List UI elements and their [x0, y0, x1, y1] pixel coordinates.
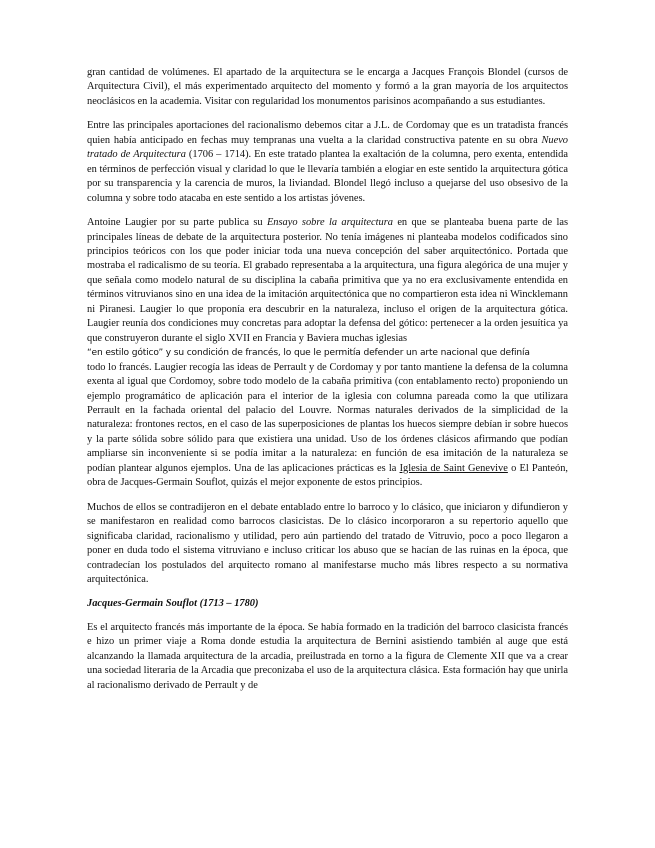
paragraph-laugier-text-a: Antoine Laugier por su parte publica su — [87, 217, 267, 229]
paragraph-laugier — [87, 216, 568, 491]
book-title-nuevo-tratado: Nuevo tratado de Arquitectura — [87, 134, 568, 161]
section-heading-souflot: Jacques-Germain Souflot (1713 – 1780) — [87, 598, 259, 610]
paragraph-cordomay-text-a: Entre las principales aportaciones del racionalismo debemos citar a J.L. de Cordomay que es un tratadista francés quien había anticipado en fechas muy tempranas una vuelta a la claridad constructiva patente en su obra — [87, 120, 568, 146]
paragraph-barroco-clasico: Muchos de ellos se contradijeron en el debate entablado entre lo barroco y lo clásico, que iniciaron y difundieron y se manifestaron en realidad como barrocos clasicistas. De lo clásico incorporaron a su repertorio aquello que significaba claridad, racionalismo y utilidad, pero aún partiendo del tratado de Vitruvio, poco a poco llegaron a poner en duda todo el sistema vitruviano e incluso criticar los abuso que se hacían de las ruinas en la época, que contradecían los postulados del arquitecto romano al manifestarse mucho más libres respecto a su normativa arquitectónica. — [87, 501, 568, 585]
paragraph-cordomay-text-b: (1706 – 1714). En este tratado plantea la exaltación de la columna, pero exenta, entendida en términos de perfección visual y claridad lo que le llevaría también a elogiar en este sentido la arquitectura gótica por su transparencia y la carencia de muros, la liviandad. Blondel llegó incluso a quejarse del uso obsesivo de la columna y sobre todo atacaba en este sentido a los artistas jóvenes. — [87, 149, 568, 204]
paragraph-cordomay — [87, 119, 568, 206]
paragraph-laugier-text-b: en que se planteaba buena parte de las principales líneas de debate de la arquitectura posterior. No tenía imágenes ni planteaba modelos codificados sino principios teóricos con los que poder iniciar toda una nueva concepción del saber arquitectónico. Portada que mostraba el radicalismo de su teoría. El grabado representaba a la arquitectura, una figura alegórica de una mujer y que señala como modelo natural de su disciplina la cabaña primitiva que ya no era exclusivamente entendida en términos vitruvianos sino en una idea de la imitación arquitectónica que no compartieron esta idea ni Wincklemann ni Piranesi. Laugier lo que proponía era descubrir en la naturaleza, incluso el origen de la arquitectura gótica. Laugier reunía dos condiciones muy concretas para adoptar la defensa del gótico: pertenecer a la orden jesuítica ya que construyeron durante el siglo XVII en Francia y Baviera muchas iglesias — [87, 217, 569, 344]
handwritten-line: “en estilo gótico” y su condición de francés, lo que le permitía defender un arte nacional que definía — [87, 348, 530, 359]
paragraph-souflot: Es el arquitecto francés más importante de la época. Se había formado en la tradición del barroco clasicista francés e hizo un primer viaje a Roma donde estudia la arquitectura de Bernini asistiendo también al auge que está alcanzando la llamada arquitectura de la arcadia, preilustrada en torno a la figura de Clemente XII que va a crear una sociedad literaria de la Arcadia que preconizaba el uso de la arquitectura clásica. Esta formación hay que unirla al racionalismo derivado de Perrault y de — [87, 621, 568, 691]
paragraph-laugier-text-d: o El Panteón, obra de Jacques-Germain Souflot, quizás el mejor exponente de estos principios. — [87, 462, 569, 489]
link-iglesia-saint-genevive[interactable]: Iglesia de Saint Genevive — [399, 462, 508, 474]
book-title-ensayo: Ensayo sobre la arquitectura — [266, 217, 393, 229]
document-page — [87, 66, 568, 693]
paragraph-laugier-text-c: todo lo francés. Laugier recogía las ideas de Perrault y de Cordomay y por tanto mantiene la defensa de la columna exenta al igual que Cordomoy, sobre todo modelo de la cabaña primitiva (con entablamento recto) proponiendo un ejemplo programático de aplicación para el interior de la iglesia con columna pareada como la que utilizara Perrault en la fachada oriental del palacio del Louvre. Normas naturales derivados de la simplicidad de la naturaleza: frontones rectos, en el caso de las superposiciones de plantas los huecos siempre debían ir sobre huecos y la parte sólida sobre sólido para que existiera una unidad. Uso de los órdenes clásicos afirmando que podían ampliarse sin inconveniente si se podía imitar a la naturaleza: en función de esa imitación de la naturaleza se podían plantear algunos ejemplos. Una de las aplicaciones prácticas es la — [87, 361, 568, 474]
paragraph-blondel: gran cantidad de volúmenes. El apartado de la arquitectura se le encarga a Jacques François Blondel (cursos de Arquitectura Civil), el más experimentado arquitecto del momento y formó a la gran mayoría de los arquitectos neoclásicos en la academia. Visitar con regularidad los monumentos parisinos acompañando a sus estudiantes. — [87, 67, 568, 107]
